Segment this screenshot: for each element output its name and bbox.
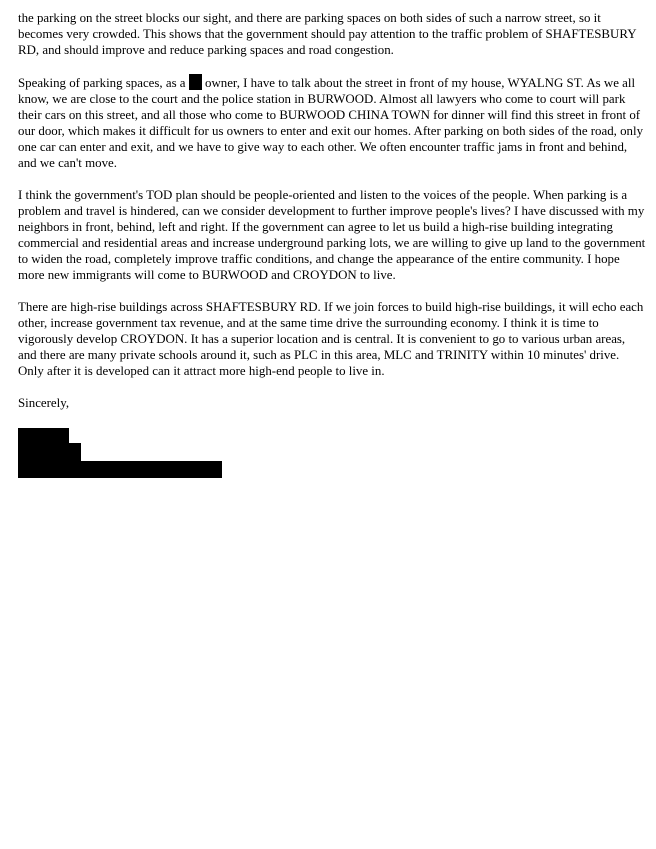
paragraph-2-lead: Speaking of parking spaces, as a	[18, 76, 186, 90]
paragraph-wyalng-st	[18, 74, 646, 171]
paragraph-parking-street: the parking on the street blocks our sight, and there are parking spaces on both sides of such a narrow street, so it becomes very crowded. This shows that the government should pay attention to the traffic problem of SHAFTESBURY RD, and should improve and reduce parking spaces and road congestion.	[18, 11, 637, 57]
letter-body	[18, 10, 646, 411]
paragraph-2-rest: owner, I have to talk about the street in front of my house, WYALNG ST. As we all know, we are close to the court and the police station in BURWOOD. Almost all lawyers who come to court will park their cars on this street, and all those who come to BURWOOD CHINA TOWN for dinner will find this street in front of our door, which makes it difficult for us owners to enter and exit our homes. After parking on both sides of the road, only one car can enter and exit, and we have to give way to each other. We often encounter traffic jams in front and behind, and we can't move.	[18, 76, 644, 170]
signature-redaction-part	[69, 443, 81, 478]
inline-redaction-block	[189, 74, 202, 90]
signature-redaction	[18, 428, 222, 478]
signature-redaction-part	[18, 428, 69, 478]
paragraph-tod-plan: I think the government's TOD plan should be people-oriented and listen to the voices of the people. When parking is a problem and travel is hindered, can we consider development to further improve people's lives? I have discussed with my neighbors in front, behind, left and right. If the government can agree to let us build a high-rise building integrating commercial and residential areas and increase underground parking lots, we are willing to give up land to the government to widen the road, completely improve traffic conditions, and change the appearance of the entire community. I hope more new immigrants will come to BURWOOD and CROYDON to live.	[18, 188, 646, 282]
paragraph-croydon-development: There are high-rise buildings across SHAFTESBURY RD. If we join forces to build high-rise buildings, it will echo each other, increase government tax revenue, and at the same time drive the surrounding economy. I think it is time to vigorously develop CROYDON. It has a superior location and is central. It is convenient to go to various urban areas, and there are many private schools around it, such as PLC in this area, MLC and TRINITY within 10 minutes' drive. Only after it is developed can it attract more high-end people to live in.	[18, 300, 644, 378]
closing-salutation: Sincerely,	[18, 396, 70, 410]
signature-redaction-part	[81, 461, 222, 478]
